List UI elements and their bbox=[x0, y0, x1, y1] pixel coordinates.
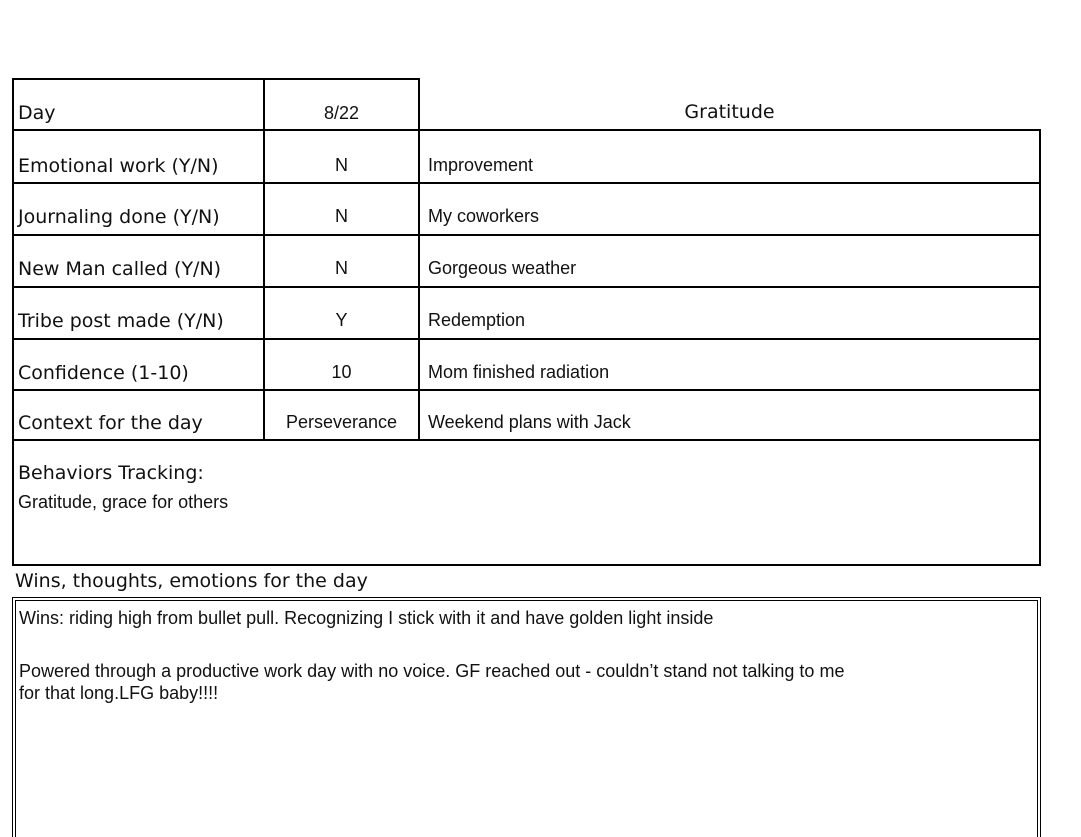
table-line bbox=[12, 234, 1041, 236]
row-value-new-man-called: N bbox=[335, 258, 348, 278]
table-line bbox=[12, 389, 1041, 391]
row-label-journaling: Journaling done (Y/N) bbox=[18, 206, 220, 228]
table-line bbox=[12, 78, 419, 80]
wins-line: Wins: riding high from bullet pull. Recognizing I stick with it and have golden light inside bbox=[19, 608, 714, 628]
day-label: Day bbox=[18, 102, 56, 124]
wins-line: Powered through a productive work day with no voice. GF reached out - couldn’t stand not talking to me bbox=[19, 661, 845, 681]
row-label-tribe-post: Tribe post made (Y/N) bbox=[18, 310, 224, 332]
table-line bbox=[12, 182, 1041, 184]
table-line bbox=[12, 338, 1041, 340]
row-value-confidence: 10 bbox=[331, 362, 352, 382]
row-label-emotional-work: Emotional work (Y/N) bbox=[18, 155, 219, 177]
gratitude-item: Gorgeous weather bbox=[428, 258, 577, 278]
gratitude-heading: Gratitude bbox=[684, 101, 775, 123]
gratitude-item: Redemption bbox=[428, 310, 526, 330]
table-line bbox=[1039, 129, 1041, 566]
table-line bbox=[12, 129, 1041, 131]
table-line bbox=[12, 286, 1041, 288]
row-label-confidence: Confidence (1-10) bbox=[18, 362, 189, 384]
wins-line: for that long.LFG baby!!!! bbox=[19, 683, 219, 703]
gratitude-item: My coworkers bbox=[428, 206, 540, 226]
row-label-new-man-called: New Man called (Y/N) bbox=[18, 258, 222, 280]
day-value: 8/22 bbox=[323, 103, 360, 123]
wins-heading: Wins, thoughts, emotions for the day bbox=[15, 570, 368, 592]
row-value-context: Perseverance bbox=[285, 412, 398, 432]
behaviors-text: Gratitude, grace for others bbox=[18, 492, 229, 512]
gratitude-item: Mom finished radiation bbox=[428, 362, 610, 382]
row-value-emotional-work: N bbox=[335, 155, 348, 175]
gratitude-item: Weekend plans with Jack bbox=[428, 412, 631, 432]
behaviors-title: Behaviors Tracking: bbox=[18, 462, 204, 484]
row-value-tribe-post: Y bbox=[335, 310, 348, 330]
table-line bbox=[12, 564, 1041, 566]
row-value-journaling: N bbox=[335, 206, 348, 226]
row-label-context: Context for the day bbox=[18, 412, 203, 434]
table-line bbox=[12, 439, 1041, 441]
wins-box bbox=[12, 597, 1041, 837]
gratitude-item: Improvement bbox=[428, 155, 534, 175]
